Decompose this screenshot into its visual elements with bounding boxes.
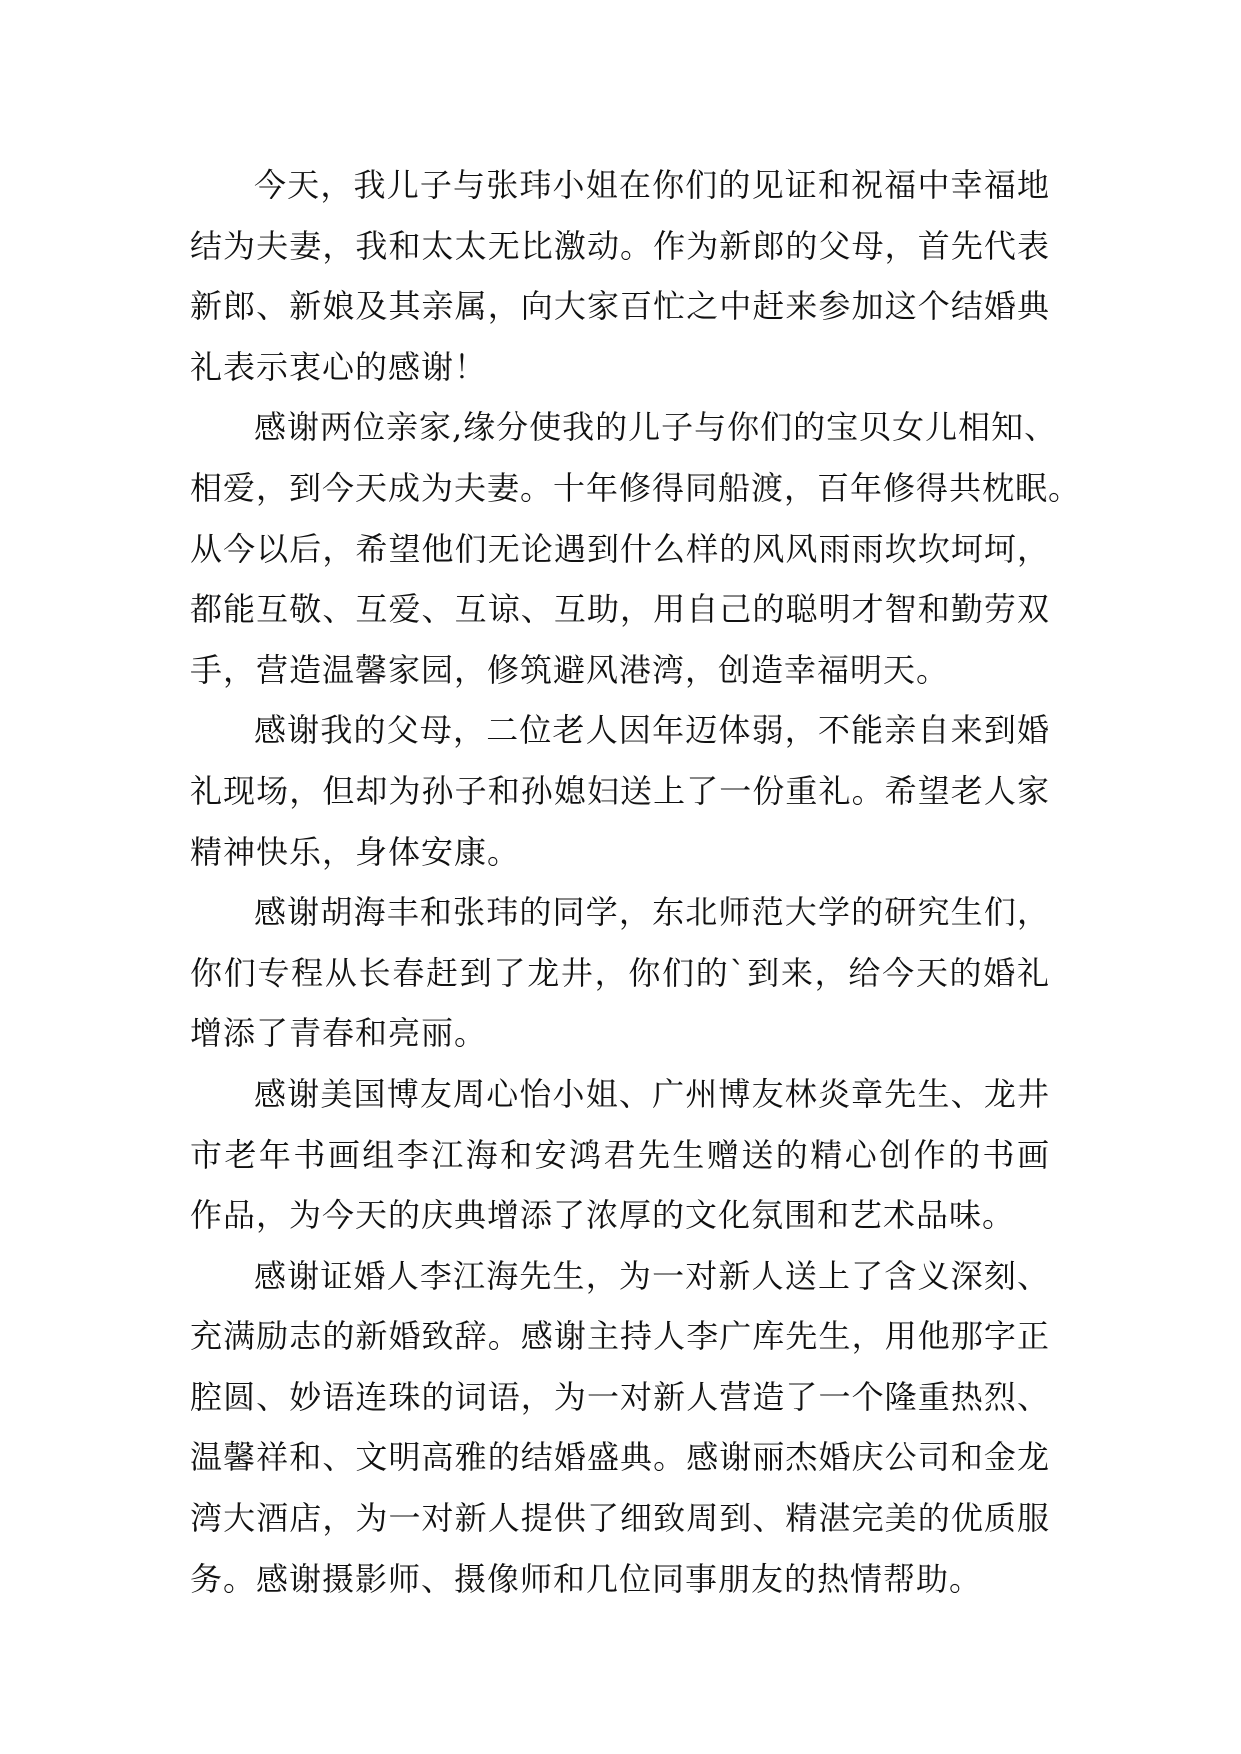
document-body <box>190 155 1082 1609</box>
text-line: 腔圆、妙语连珠的词语，为一对新人营造了一个隆重热烈、 <box>190 1377 1050 1416</box>
paragraph <box>190 1246 1050 1610</box>
text-line: 市老年书画组李江海和安鸿君先生赠送的精心创作的书画 <box>190 1135 1050 1174</box>
text-line: 都能互敬、互爱、互谅、互助，用自己的聪明才智和勤劳双 <box>190 590 1050 629</box>
text-line: 感谢胡海丰和张玮的同学，东北师范大学的研究生们， <box>254 893 1050 932</box>
text-line: 感谢我的父母，二位老人因年迈体弱，不能亲自来到婚 <box>254 711 1050 750</box>
text-line: 新郎、新娘及其亲属，向大家百忙之中赶来参加这个结婚典 <box>190 287 1050 326</box>
text-line: 相爱，到今天成为夫妻。十年修得同船渡，百年修得共枕眠。 <box>190 468 1082 507</box>
text-line: 感谢证婚人李江海先生，为一对新人送上了含义深刻、 <box>254 1256 1050 1295</box>
paragraph <box>190 155 1050 397</box>
paragraph <box>190 1064 1050 1246</box>
text-line: 温馨祥和、文明高雅的结婚盛典。感谢丽杰婚庆公司和金龙 <box>190 1438 1050 1477</box>
text-line: 你们专程从长春赶到了龙井，你们的`到来，给今天的婚礼 <box>190 953 1050 992</box>
text-line: 今天，我儿子与张玮小姐在你们的见证和祝福中幸福地 <box>254 166 1050 204</box>
paragraph <box>190 397 1082 700</box>
text-line: 充满励志的新婚致辞。感谢主持人李广库先生，用他那字正 <box>190 1317 1050 1356</box>
text-line: 感谢两位亲家,缘分使我的儿子与你们的宝贝女儿相知、 <box>254 408 1058 447</box>
text-line: 从今以后，希望他们无论遇到什么样的风风雨雨坎坎坷坷， <box>190 529 1050 568</box>
text-line: 增添了青春和亮丽。 <box>190 1014 488 1053</box>
paragraph <box>190 882 1050 1064</box>
text-line: 手，营造温馨家园，修筑避风港湾，创造幸福明天。 <box>190 650 950 689</box>
text-line: 礼表示衷心的感谢！ <box>190 347 488 386</box>
text-line: 感谢美国博友周心怡小姐、广州博友林炎章先生、龙井 <box>254 1074 1050 1113</box>
text-line: 精神快乐，身体安康。 <box>190 832 521 871</box>
text-line: 作品，为今天的庆典增添了浓厚的文化氛围和艺术品味。 <box>190 1196 1016 1235</box>
text-line: 礼现场，但却为孙子和孙媳妇送上了一份重礼。希望老人家 <box>190 771 1050 810</box>
text-line: 结为夫妻，我和太太无比激动。作为新郎的父母，首先代表 <box>190 226 1050 265</box>
paragraph <box>190 700 1050 882</box>
text-line: 湾大酒店，为一对新人提供了细致周到、精湛完美的优质服 <box>190 1499 1050 1538</box>
text-line: 务。感谢摄影师、摄像师和几位同事朋友的热情帮助。 <box>190 1559 983 1598</box>
